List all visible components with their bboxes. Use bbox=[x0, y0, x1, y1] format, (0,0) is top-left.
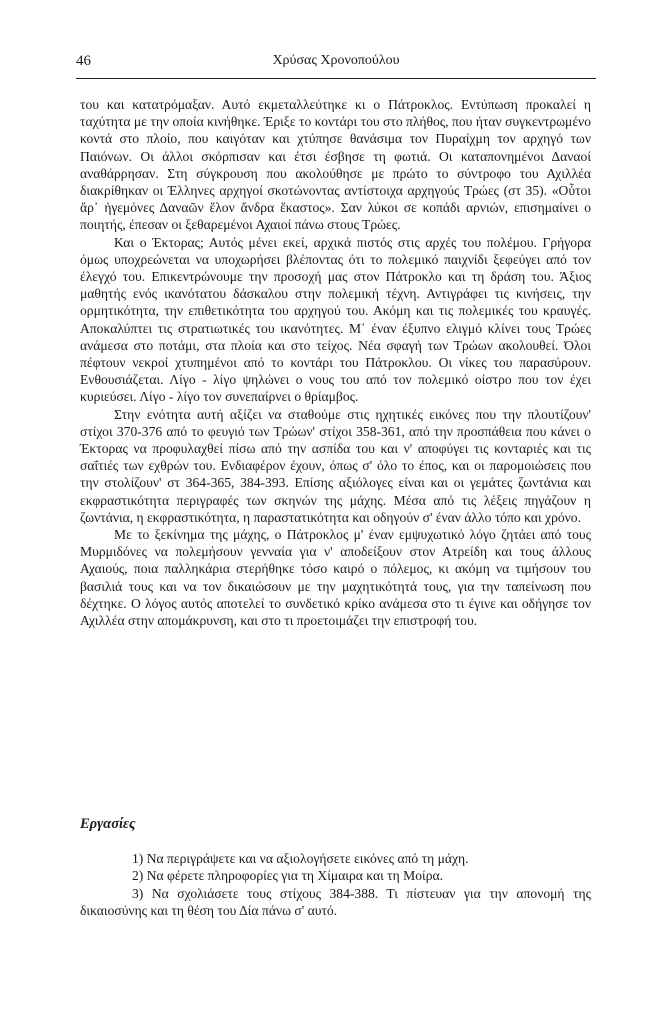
paragraph: Και ο Έκτορας; Αυτός μένει εκεί, αρχικά πιστός στις αρχές του πολέμου. Γρήγορα όμως υποχρεώνεται να υποχωρήσει βλέποντας ότι το πολεμικό παιχνίδι ξεφεύγει από τον έλεγχό του. Επικεντρώνουμε την προσοχή μας στον Πάτροκλο και τη δράση του. Άξιος μαθητής ενός ικανότατου δάσκαλου στην πολεμική τέχνη. Αντιγράφει τις κινήσεις, την ορμητικότητα, την επιθετικότητα του αρχηγού του. Ακόμη και τις πολεμικές του κραυγές. Αποκαλύπτει τις στρατιωτικές του ικανότητες. Μ᾽ έναν έξυπνο ελιγμό κλίνει τους Τρώες ανάμεσα στο ποτάμι, στα πλοία και στο τείχος. Νέα σφαγή των Τρώων ακολουθεί. Όλοι πέφτουν νεκροί χτυπημένοι από το κοντάρι του Πάτροκλου. Οι νίκες του παρασύρουν. Ενθουσιάζεται. Λίγο - λίγο ψηλώνει ο νους του από τον πολεμικό οίστρο που τον έχει κυριεύσει. Λίγο - λίγο τον συνεπαίρνει ο θρίαμβος. bbox=[80, 234, 591, 405]
paragraph: του και κατατρόμαξαν. Αυτό εκμεταλλεύτηκε κι ο Πάτροκλος. Εντύπωση προκαλεί η ταχύτητα με την οποία κινήθηκε. Έριξε το κοντάρι του στο πλήθος, που ήταν συγκεντρωμένο κοντά στο πλοίο, που καιγόταν και χτύπησε θανάσιμα τον Πυραίχμη τον αρχηγό των Παιόνων. Οι άλλοι σκόρπισαν και έτσι έσβησε τη φωτιά. Οι καταπονημένοι Δαναοί αναθάρρησαν. Στη σύγκρουση που ακολούθησε με πρώτο το σύντροφο του Αχιλλέα διακρίθηκαν οι Έλληνες αρχηγοί σκοτώνοντας αντίστοιχα αρχηγούς Τρώες (στ 35). «Οὗτοι ἄρ᾽ ἡγεμόνες Δαναῶν ἕλον ἄνδρα ἕκαστος». Σαν λύκοι σε κοπάδι αρνιών, επισημαίνει ο ποιητής, έπεσαν οι ξεθαρεμένοι Αχαιοί πάνω στους Τρώες. bbox=[80, 97, 591, 233]
exercise-item: 3) Να σχολιάσετε τους στίχους 384-388. Τι πίστευαν για την απονομή της δικαιοσύνης και τη θέση του Δία πάνω σ' αυτό. bbox=[80, 885, 591, 919]
page-header bbox=[76, 53, 596, 79]
running-title: Χρύσας Χρονοπούλου bbox=[272, 53, 400, 68]
exercise-list bbox=[80, 850, 591, 920]
paragraph: Στην ενότητα αυτή αξίζει να σταθούμε στις ηχητικές εικόνες που την πλουτίζουν' στίχοι 370-376 από το φευγιό των Τρώων' στίχοι 358-361, από την προσπάθεια που κάνει ο Έκτορας να προφυλαχθεί πίσω από την ασπίδα του και ν' αποφύγει τις κονταριές και τις σαΐτιές των εχθρών του. Ενδιαφέρον έχουν, όπως σ' όλο το έπος, και οι παρομοιώσεις που την στολίζουν' στ 364-365, 384-393. Επίσης αξιόλογες είναι και οι γεμάτες ζωντάνια και εκφραστικότητα περιγραφές των σκηνών της μάχης. Μέσα από τις λέξεις πηγάζουν η ζωντάνια, η εκφραστικότητα, η παραστατικότητα και οδηγούν σ' έναν άλλο τόπο και χρόνο. bbox=[80, 406, 591, 525]
section-title: Εργασίες bbox=[80, 816, 136, 832]
body-text bbox=[80, 96, 591, 629]
page-number: 46 bbox=[76, 53, 91, 69]
header-rule bbox=[76, 78, 596, 79]
exercise-item: 1) Να περιγράψετε και να αξιολογήσετε εικόνες από τη μάχη. bbox=[132, 851, 469, 866]
exercise-item: 2) Να φέρετε πληροφορίες για τη Χίμαιρα και τη Μοίρα. bbox=[132, 868, 443, 884]
paragraph: Με το ξεκίνημα της μάχης, ο Πάτροκλος μ' έναν εμψυχωτικό λόγο ζητάει από τους Μυρμιδόνες να πολεμήσουν γενναία για ν' αποδείξουν στον Ατρείδη και τους άλλους Αχαιούς, ποια παλληκάρια στερήθηκε τόσο καιρό ο πόλεμος, κι ακόμη να τιμήσουν του βασιλιά τους και να τον δικαιώσουν με την μαχητικότητά τους, για την ταπείνωση που δέχτηκε. Ο λόγος αυτός αποτελεί το συνδετικό κρίκο ανάμεσα στο τι έγινε και οδήγησε τον Αχιλλέα στην απομάκρυνση, και στο τι προετοιμάζει την επιστροφή του. bbox=[80, 527, 591, 629]
